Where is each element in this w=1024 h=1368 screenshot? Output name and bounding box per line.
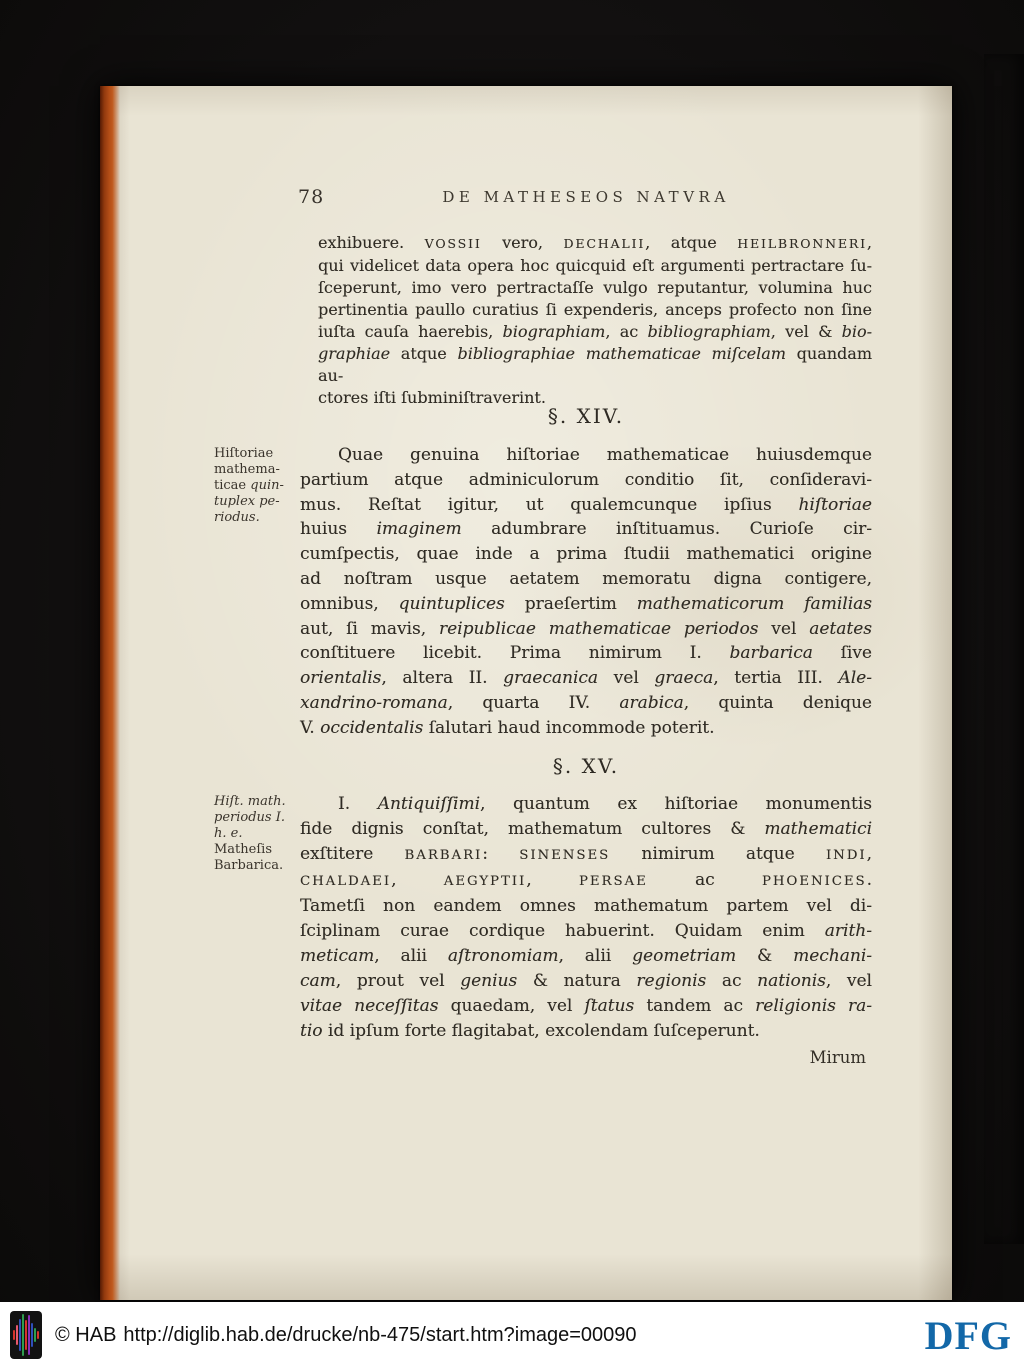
viewer-footer [0,1302,1024,1368]
text-line: cam, prout vel genius & natura regionis ac nationis, vel [300,971,872,991]
page-head [298,184,874,210]
text-line: V. occidentalis ſalutari haud incommode poterit. [300,717,715,738]
margin-note-section-xiv [214,446,300,526]
logo-bar [19,1319,21,1351]
text-line: aut, ſi mavis, reipublicae mathematicae periodos vel aetates [300,618,872,639]
running-header: DE MATHESEOS NATVRA [442,188,730,206]
text-line: omnibus, quintuplices praeſertim mathematicorum familias [300,593,872,614]
text-line: xandrino-romana, quarta IV. arabica, quinta denique [300,692,872,713]
catchword: Mirum [809,1048,866,1067]
continuation-paragraph [318,232,872,409]
text-line: exhibuere. VOSSII vero, DECHALII, atque HEILBRONNERI, [318,233,873,252]
source-url: http://diglib.hab.de/drucke/nb-475/start.htm?image=00090 [123,1323,637,1346]
text-line: qui videlicet data opera hoc quicquid eſt argumenti pertractare ſu- [318,256,872,275]
text-line: mus. Reſtat igitur, ut qualemcunque ipſius hiſtoriae [300,494,872,515]
footer-text [55,1324,637,1347]
text-line: I. Antiquiſſimi, quantum ex hiſtoriae monumentis [338,794,872,814]
text-line: iuſta cauſa haerebis, biographiam, ac bibliographiam, vel & bio- [318,322,873,341]
logo-bar [13,1330,15,1340]
text-line: Matheſis [214,842,272,857]
text-line: orientalis, altera II. graecanica vel graeca, tertia III. Ale- [300,668,872,689]
text-line: vitae neceſſitas quaedam, vel ſtatus tandem ac religionis ra- [300,996,872,1016]
text-line: meticam, alii aſtronomiam, alii geometriam & mechani- [300,946,872,966]
text-line: ſceperunt, imo vero pertractaſſe vulgo reputantur, volumina huc [318,278,872,297]
text-line: CHALDAEI, AEGYPTII, PERSAE ac PHOENICES. [300,870,873,890]
section-xiv-heading: §. XIV. [547,404,625,428]
logo-bar [25,1320,27,1350]
text-line: partium atque adminiculorum conditio ſit, conſideravi- [300,469,872,490]
text-line: tuplex pe- [214,494,280,509]
text-line: ctores iſti ſubminiſtraverint. [318,388,546,407]
logo-bar [16,1325,18,1345]
text-line: Quae genuina hiſtoriae mathematicae huiusdemque [338,445,872,465]
text-line: Hiſt. math. [214,794,286,809]
book-fore-edge [984,54,1024,1244]
copyright-label: © HAB [55,1323,117,1346]
text-line: ticae quin- [214,478,284,493]
text-line: Tametſi non eandem omnes mathematum partem vel di- [300,896,872,916]
scanned-page [100,86,952,1300]
hab-soundwave-logo-icon [10,1311,42,1359]
page-number: 78 [298,186,325,208]
logo-bar [37,1331,39,1339]
text-line: Barbarica. [214,858,284,873]
text-line: huius imaginem adumbrare inſtituamus. Curioſe cir- [300,519,872,540]
logo-bar [28,1315,30,1355]
margin-note-section-xv [214,794,300,874]
text-line: ſciplinam curae cordique habuerint. Quidam enim arith- [300,921,872,941]
text-line: conſtituere licebit. Prima nimirum I. barbarica ſive [300,643,872,664]
text-line: cumſpectis, quae inde a prima ſtudii mathematici origine [300,544,872,565]
text-line: periodus I. [214,810,285,825]
text-line: exſtitere BARBARI: SINENSES nimirum atque INDI, [300,844,872,864]
text-line: riodus. [214,510,260,525]
section-xv-paragraph [300,792,872,1044]
logo-bar [22,1314,24,1356]
text-line: fide dignis conſtat, mathematum cultores & mathematici [300,819,872,839]
text-line: Hiſtoriae [214,446,274,461]
text-line: mathema- [214,462,280,477]
section-xv-heading: §. XV. [552,754,620,778]
logo-bar [34,1328,36,1342]
page-red-edge [100,86,120,1300]
text-line: tio id ipſum forte flagitabat, excolendam ſuſceperunt. [300,1021,760,1041]
dfg-logo: DFG [924,1312,1012,1358]
text-line: ad noſtram usque aetatem memoratu digna contigere, [300,568,872,589]
logo-bar [31,1323,33,1347]
text-line: h. e. [214,826,243,841]
section-xiv-paragraph [300,443,872,741]
text-line: pertinentia paullo curatius ſi expenderis, anceps profecto non ſine [318,300,872,319]
text-line: graphiae atque bibliographiae mathematicae miſcelam quandam au- [318,344,873,385]
